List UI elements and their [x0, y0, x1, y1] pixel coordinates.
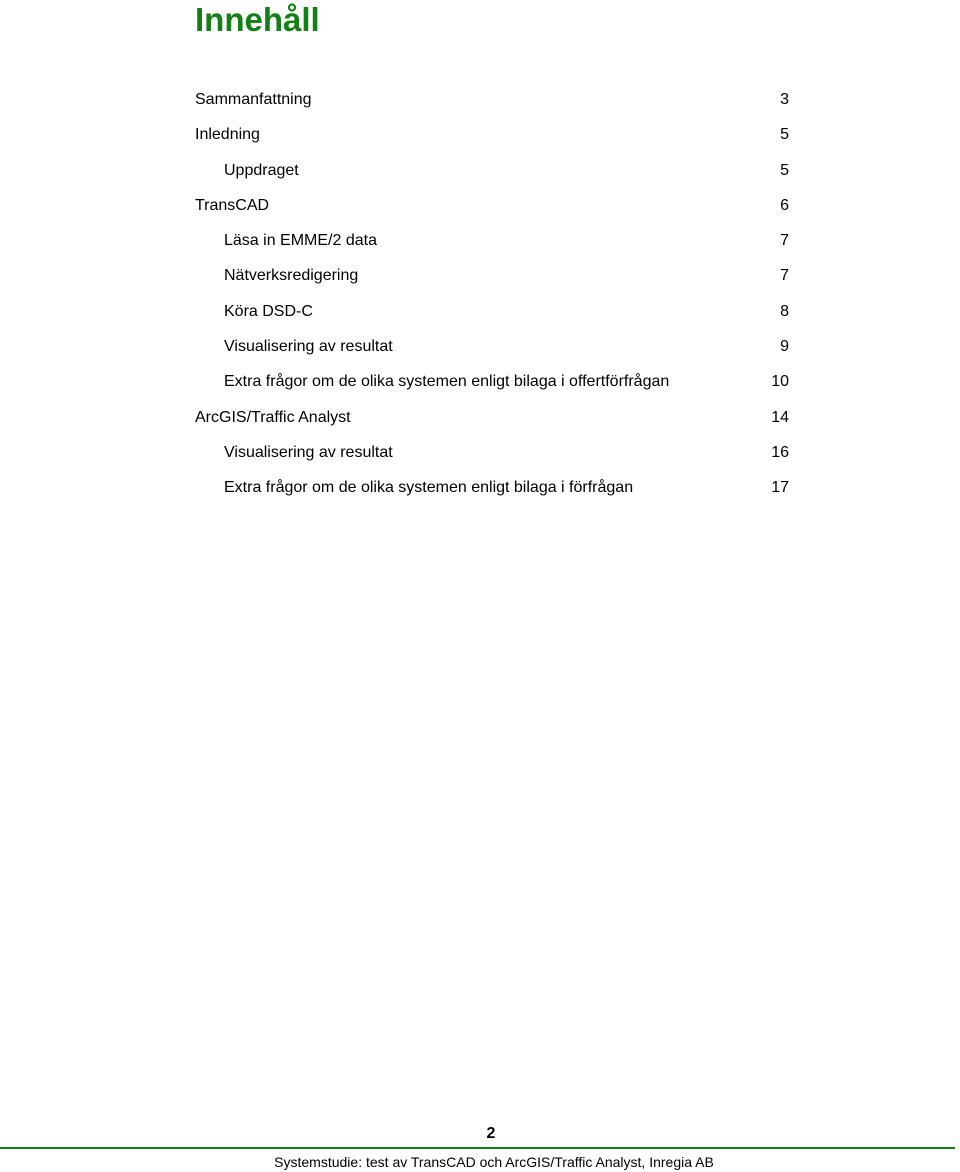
- page-title: Innehåll: [195, 1, 320, 38]
- toc-entry-page: 10: [771, 373, 789, 391]
- toc-entry[interactable]: [195, 400, 789, 435]
- toc-entry[interactable]: [195, 294, 789, 329]
- toc-entry-label: Läsa in EMME/2 data: [224, 232, 377, 250]
- toc-entry-label: Inledning: [195, 126, 260, 144]
- toc-entry-label: Extra frågor om de olika systemen enligt bilaga i offertförfrågan: [224, 373, 670, 391]
- toc-entry-page: 5: [780, 161, 789, 179]
- toc-entry[interactable]: [195, 188, 789, 223]
- toc-entry-page: 7: [780, 232, 789, 250]
- toc-entry-page: 6: [780, 196, 789, 214]
- toc-entry-page: 3: [780, 91, 789, 108]
- toc-entry[interactable]: [195, 153, 789, 188]
- table-of-contents: [195, 82, 789, 506]
- toc-entry[interactable]: [195, 223, 789, 258]
- toc-entry-label: Extra frågor om de olika systemen enligt bilaga i förfrågan: [224, 479, 634, 497]
- toc-entry-label: TransCAD: [195, 196, 270, 214]
- toc-entry[interactable]: [195, 364, 789, 399]
- toc-entry[interactable]: [195, 117, 789, 152]
- page-number: 2: [486, 1125, 496, 1142]
- toc-entry[interactable]: [195, 258, 789, 293]
- footer-divider: [0, 1147, 955, 1149]
- toc-entry-page: 9: [780, 338, 789, 356]
- toc-entry-label: Nätverksredigering: [224, 267, 359, 285]
- toc-entry-label: ArcGIS/Traffic Analyst: [195, 408, 351, 426]
- toc-entry-label: Uppdraget: [224, 161, 299, 179]
- footer-text: Systemstudie: test av TransCAD och ArcGIS/Traffic Analyst, Inregia AB: [274, 1154, 714, 1170]
- toc-entry-label: Visualisering av resultat: [224, 443, 393, 461]
- toc-entry[interactable]: [195, 435, 789, 470]
- toc-entry-label: Köra DSD-C: [224, 302, 313, 320]
- toc-entry-page: 17: [771, 479, 789, 497]
- toc-entry-page: 7: [780, 267, 789, 285]
- toc-entry[interactable]: [195, 470, 789, 505]
- toc-entry-page: 16: [771, 443, 789, 461]
- toc-entry-page: 8: [780, 302, 789, 320]
- toc-entry[interactable]: [195, 329, 789, 364]
- toc-entry[interactable]: [195, 82, 789, 117]
- toc-entry-label: Visualisering av resultat: [224, 338, 393, 356]
- toc-entry-page: 5: [780, 126, 789, 144]
- toc-entry-page: 14: [771, 408, 789, 426]
- toc-entry-label: Sammanfattning: [195, 91, 312, 108]
